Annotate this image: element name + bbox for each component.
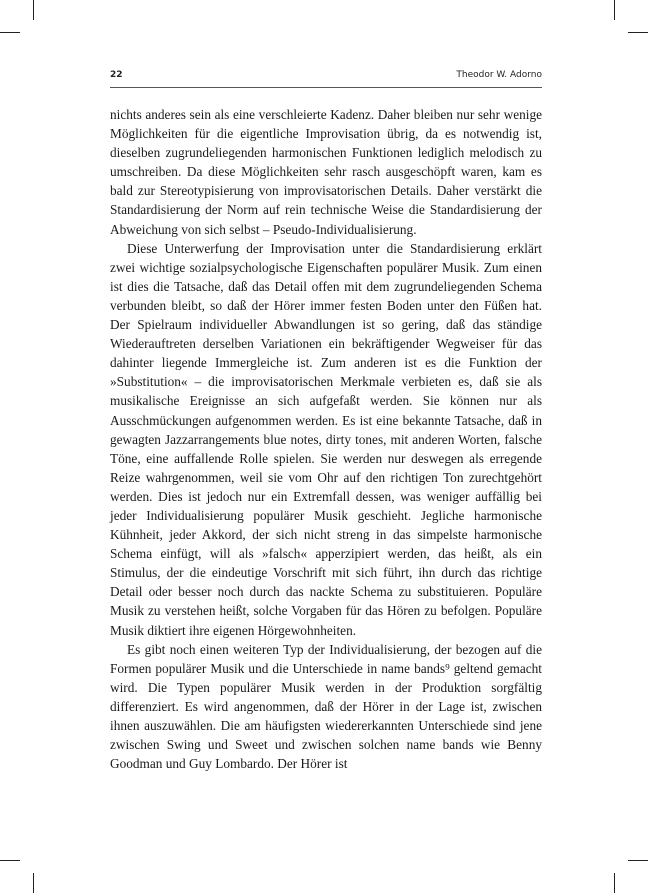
crop-mark-bottom-left-vertical <box>33 873 34 893</box>
paragraph: Es gibt noch einen weiteren Typ der Individualisierung, der bezogen auf die Formen populärer Musik und die Unterschiede in name bands⁹ geltend gemacht wird. Die Typen populärer Musik werden in der Produktion sorgfältig differenziert. Es wird angenommen, daß der Hörer in der Lage ist, zwischen ihnen auszuwählen. Die am häufigsten wiedererkannten Unterschiede sind jene zwischen Swing und Sweet und zwischen solchen name bands wie Benny Goodman und Guy Lombardo. Der Hörer ist <box>110 641 542 772</box>
crop-mark-bottom-left-horizontal <box>0 860 20 861</box>
page-number: 22 <box>110 70 123 80</box>
crop-mark-top-left-vertical <box>33 0 34 20</box>
paragraph: nichts anderes sein als eine verschleierte Kadenz. Daher bleiben nur sehr wenige Möglichkeiten für die eigentliche Improvisation übrig, da es notwendig ist, dieselben zugrundeliegenden harmonischen Funktionen lediglich melodisch zu umschreiben. Da diese Möglichkeiten sehr rasch ausgeschöpft waren, kam es bald zur Stereotypisierung von improvisatorischen Details. Daher verstärkt die Standardisierung der Norm auf rein technische Weise die Standardisierung der Abweichung von sich selbst – Pseudo-Individualisierung. <box>110 107 542 237</box>
running-header <box>110 70 542 86</box>
crop-mark-bottom-right-vertical <box>614 873 615 893</box>
running-head-author: Theodor W. Adorno <box>456 70 542 80</box>
crop-mark-top-left-horizontal <box>0 32 20 33</box>
crop-mark-bottom-right-horizontal <box>628 860 648 861</box>
body-text <box>110 105 542 773</box>
crop-mark-top-right-vertical <box>614 0 615 20</box>
paragraph: Diese Unterwerfung der Improvisation unter die Standardisierung erklärt zwei wichtige sozialpsychologische Eigenschaften populärer Musik. Zum einen ist dies die Tatsache, daß das Detail offen mit dem zugrundeliegenden Schema verbunden bleibt, so daß der Hörer immer festen Boden unter den Füßen hat. Der Spielraum individueller Abwandlungen ist so gering, daß das ständige Wiederauftreten derselben Variationen ein bekräftigender Wegweiser für das dahinter liegende Immergleiche ist. Zum anderen ist es die Funktion der »Substitution« – die improvisatorischen Merkmale verbieten es, daß sie als musikalische Ereignisse an sich aufgefaßt werden. Sie können nur als Ausschmückungen aufgenommen werden. Es ist eine bekannte Tatsache, daß in gewagten Jazzarrangements blue notes, dirty tones, mit anderen Worten, falsche Töne, eine auffallende Rolle spielen. Sie werden nur deswegen als erregende Reize wahrgenommen, weil sie vom Ohr auf den richtigen Ton zurechtgehört werden. Dies ist jedoch nur ein Extremfall dessen, was weniger auffällig bei jeder Individualisierung populärer Musik geschieht. Jegliche harmonische Kühnheit, jeder Akkord, der sich nicht streng in das simpelste harmonische Schema einfügt, will als »falsch« apperzipiert werden, das heißt, als ein Stimulus, der die eindeutige Vorschrift mit sich führt, ihn durch das richtige Detail oder besser noch durch das nackte Schema zu substituieren. Populäre Musik zu verstehen heißt, solche Vorgaben für das Hören zu befolgen. Populäre Musik diktiert ihre eigenen Hörgewohnheiten. <box>110 240 542 638</box>
header-rule <box>110 87 542 88</box>
crop-mark-top-right-horizontal <box>628 32 648 33</box>
